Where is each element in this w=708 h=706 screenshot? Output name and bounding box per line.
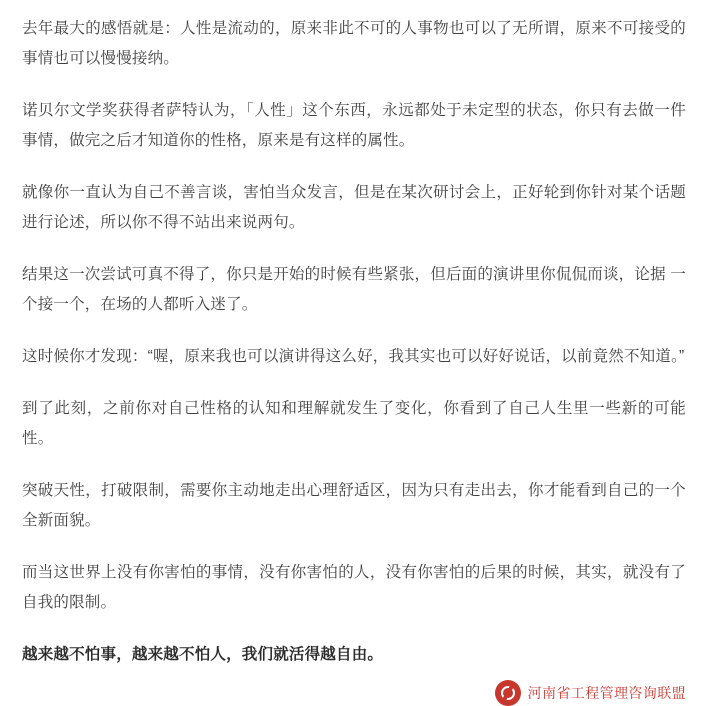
paragraph: 诺贝尔文学奖获得者萨特认为，「人性」这个东西，永远都处于未定型的状态，你只有去做一件事情，做完之后才知道你的性格，原来是有这样的属性。 xyxy=(22,102,686,149)
article-footer xyxy=(0,680,708,706)
paragraph: 突破天性，打破限制，需要你主动地走出心理舒适区，因为只有走出去，你才能看到自己的一个全新面貌。 xyxy=(22,482,686,529)
paragraph: 就像你一直认为自己不善言谈，害怕当众发言，但是在某次研讨会上，正好轮到你针对某个话题进行论述，所以你不得不站出来说两句。 xyxy=(22,184,686,231)
paragraph: 去年最大的感悟就是：人性是流动的，原来非此不可的人事物也可以了无所谓，原来不可接受的事情也可以慢慢接纳。 xyxy=(22,20,686,67)
wechat-account-logo-icon xyxy=(495,680,521,706)
paragraph: 结果这一次尝试可真不得了，你只是开始的时候有些紧张，但后面的演讲里你侃侃而谈，论据 一个接一个，在场的人都听入迷了。 xyxy=(22,266,686,313)
paragraph-highlight: 越来越不怕事，越来越不怕人，我们就活得越自由。 xyxy=(22,646,384,663)
paragraph: 到了此刻，之前你对自己性格的认知和理解就发生了变化，你看到了自己人生里一些新的可能性。 xyxy=(22,400,686,447)
paragraph: 这时候你才发现：“喔，原来我也可以演讲得这么好，我其实也可以好好说话，以前竟然不知道。” xyxy=(22,348,685,365)
official-account-name: 河南省工程管理咨询联盟 xyxy=(527,685,686,701)
official-account-link[interactable] xyxy=(495,680,686,706)
paragraph: 而当这世界上没有你害怕的事情，没有你害怕的人，没有你害怕的后果的时候，其实，就没有了自我的限制。 xyxy=(22,564,686,611)
